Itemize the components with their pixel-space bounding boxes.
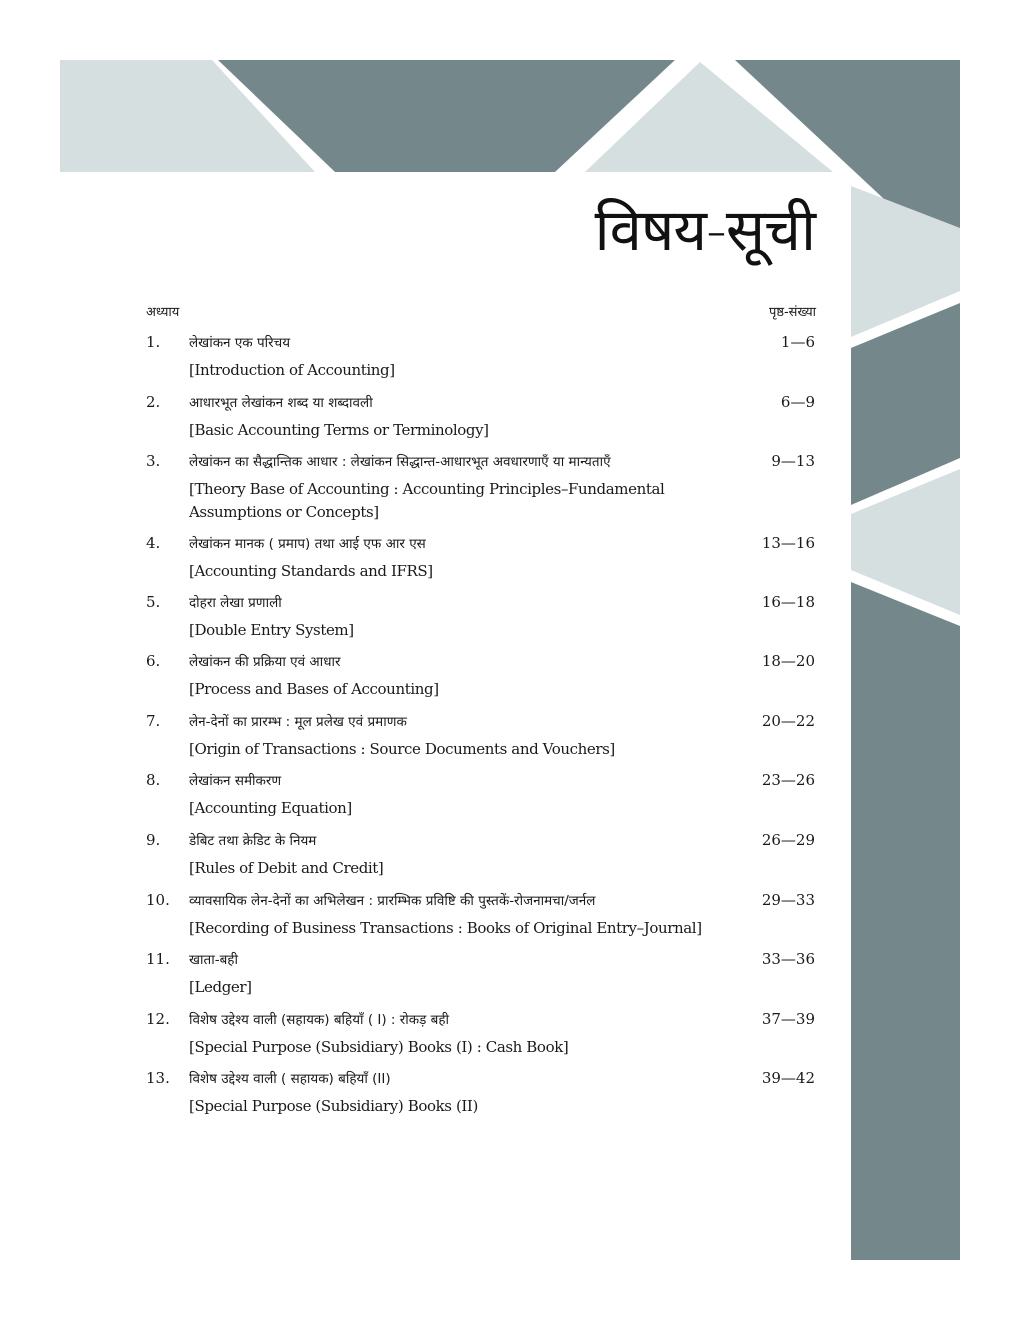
entry-title-hindi: दोहरा लेखा प्रणाली — [189, 595, 282, 611]
entry-title-english: [Ledger] — [189, 978, 252, 996]
entry-pages: 29—33 — [761, 891, 815, 909]
entry-title-hindi: खाता-बही — [189, 952, 238, 968]
entry-pages: 33—36 — [761, 950, 815, 968]
entry-title-hindi: लेखांकन एक परिचय — [189, 335, 291, 351]
entry-title-hindi: लेखांकन मानक ( प्रमाप) तथा आई एफ आर एस — [189, 536, 426, 552]
entry-pages: 18—20 — [761, 652, 815, 670]
entry-title-english: [Basic Accounting Terms or Terminology] — [189, 421, 489, 439]
entry-title-english: [Theory Base of Accounting : Accounting Principles–Fundamental Assumptions or Concepts] — [189, 480, 665, 521]
entry-number: 8. — [146, 771, 161, 789]
right-column — [851, 186, 960, 1260]
entry-pages: 23—26 — [761, 771, 815, 789]
entry-number: 7. — [146, 712, 161, 730]
entry-title-english: [Origin of Transactions : Source Documents and Vouchers] — [189, 740, 615, 758]
entry-number: 6. — [146, 652, 161, 670]
entry-title-english: [Accounting Standards and IFRS] — [189, 562, 433, 580]
entry-title-english: [Accounting Equation] — [189, 799, 352, 817]
entry-title-hindi: विशेष उद्देश्य वाली (सहायक) बहियाँ ( I) : रोकड़ बही — [189, 1012, 450, 1028]
entry-title-english: [Recording of Business Transactions : Books of Original Entry–Journal] — [189, 919, 702, 937]
entry-title-hindi: लेखांकन का सैद्धान्तिक आधार : लेखांकन सिद्धान्त-आधारभूत अवधारणाएँ या मान्यताएँ — [189, 454, 611, 470]
entry-title-hindi: आधारभूत लेखांकन शब्द या शब्दावली — [189, 395, 373, 411]
entry-pages: 26—29 — [761, 831, 815, 849]
entry-pages: 13—16 — [761, 534, 815, 552]
entry-number: 3. — [146, 452, 161, 470]
entry-number: 1. — [146, 333, 161, 351]
entry-pages: 16—18 — [761, 593, 815, 611]
entry-number: 11. — [146, 950, 170, 968]
entry-title-hindi: लेखांकन समीकरण — [189, 773, 282, 789]
entry-title-hindi: लेखांकन की प्रक्रिया एवं आधार — [189, 654, 341, 670]
entry-number: 13. — [146, 1069, 170, 1087]
page-title: विषय-सूची — [594, 196, 815, 264]
entry-number: 9. — [146, 831, 161, 849]
entry-title-english: [Introduction of Accounting] — [189, 361, 395, 379]
entry-title-english: [Double Entry System] — [189, 621, 354, 639]
page-column-header: पृष्ठ-संख्या — [768, 305, 816, 320]
entry-pages: 37—39 — [761, 1010, 815, 1028]
entry-title-hindi: विशेष उद्देश्य वाली ( सहायक) बहियाँ (II) — [189, 1071, 391, 1087]
entry-number: 12. — [146, 1010, 170, 1028]
entry-title-hindi: डेबिट तथा क्रेडिट के नियम — [189, 833, 317, 849]
entry-title-english: [Special Purpose (Subsidiary) Books (I) : Cash Book] — [189, 1038, 569, 1056]
chapter-column-header: अध्याय — [146, 305, 180, 320]
entry-title-english: [Rules of Debit and Credit] — [189, 859, 384, 877]
top-band — [60, 60, 960, 290]
entry-pages: 1—6 — [780, 333, 815, 351]
entry-title-english: [Special Purpose (Subsidiary) Books (II) — [189, 1097, 478, 1115]
entry-title-hindi: व्यावसायिक लेन-देनों का अभिलेखन : प्रारम्भिक प्रविष्टि की पुस्तकें-रोजनामचा/जर्नल — [189, 893, 596, 909]
entry-number: 10. — [146, 891, 170, 909]
entry-number: 4. — [146, 534, 161, 552]
entry-pages: 39—42 — [761, 1069, 815, 1087]
entry-pages: 9—13 — [771, 452, 815, 470]
entry-title-english: [Process and Bases of Accounting] — [189, 680, 439, 698]
entry-pages: 6—9 — [780, 393, 815, 411]
entry-number: 5. — [146, 593, 161, 611]
entry-title-hindi: लेन-देनों का प्रारम्भ : मूल प्रलेख एवं प्रमाणक — [189, 714, 407, 730]
entry-number: 2. — [146, 393, 161, 411]
entry-pages: 20—22 — [761, 712, 815, 730]
